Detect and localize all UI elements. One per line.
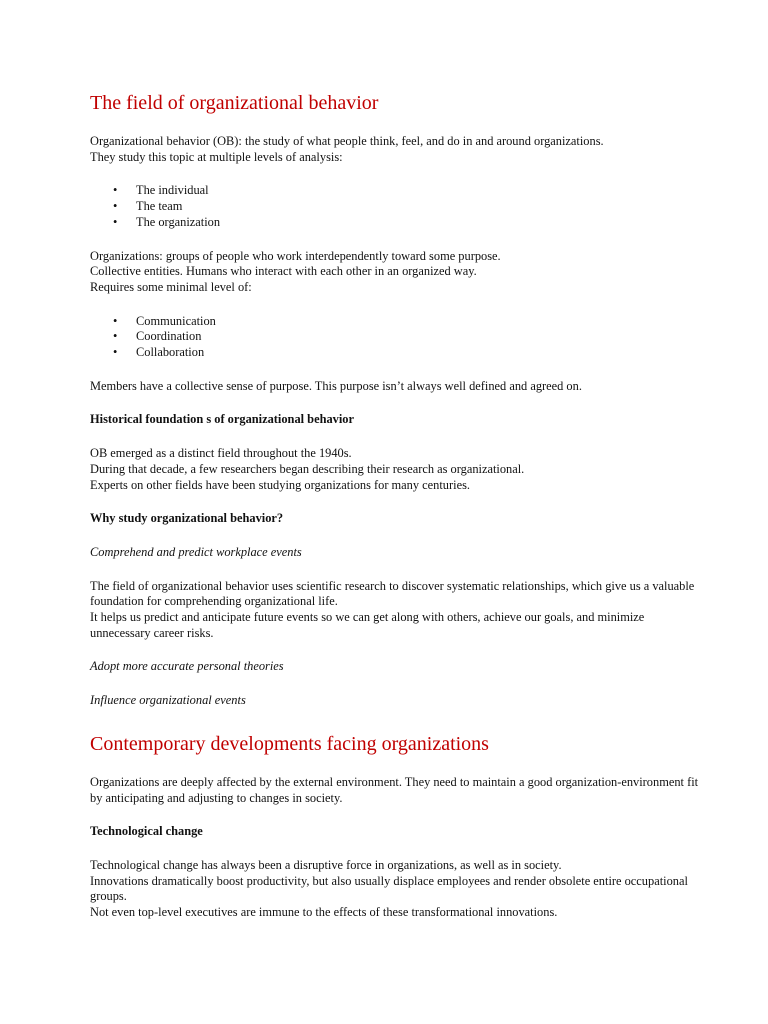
text-line: They study this topic at multiple levels of analysis:: [90, 149, 343, 164]
requirements-list: [90, 314, 700, 361]
text-line: During that decade, a few researchers began describing their research as organizational.: [90, 461, 525, 476]
section-title-ob: The field of organizational behavior: [90, 92, 379, 114]
document-body: [90, 90, 700, 939]
why-subheading-influence: Influence organizational events: [90, 693, 246, 708]
historical-heading: Historical foundation s of organizational behavior: [90, 412, 354, 427]
purpose-paragraph: Members have a collective sense of purpose. This purpose isn’t always well defined and agreed on.: [90, 378, 582, 393]
ob-definition-paragraph: [90, 134, 700, 165]
list-item: • The team: [90, 199, 700, 215]
list-item: • Collaboration: [90, 345, 700, 361]
text-line: It helps us predict and anticipate future events so we can get along with others, achieve our goals, and minimize unnecessary career risks.: [90, 610, 645, 640]
section-title-contemporary: Contemporary developments facing organizations: [90, 732, 489, 755]
organizations-paragraph: [90, 249, 700, 296]
list-item: • The organization: [90, 215, 700, 231]
text-line: Technological change has always been a disruptive force in organizations, as well as in society.: [90, 857, 562, 872]
environment-paragraph: Organizations are deeply affected by the external environment. They need to maintain a good organization-environment fit by anticipating and adjusting to changes in society.: [90, 774, 699, 805]
tech-change-heading: Technological change: [90, 824, 203, 839]
why-subheading-comprehend: Comprehend and predict workplace events: [90, 544, 302, 559]
list-item: • Communication: [90, 314, 700, 330]
text-line: Innovations dramatically boost productivity, but also usually displace employees and render obsolete entire occupational groups.: [90, 873, 688, 904]
text-line: Requires some minimal level of:: [90, 279, 252, 294]
text-line: The field of organizational behavior uses scientific research to discover systematic relationships, which give us a valuable foundation for comprehending organizational life.: [90, 578, 695, 609]
text-line: OB emerged as a distinct field throughout the 1940s.: [90, 446, 352, 461]
text-line: Not even top-level executives are immune to the effects of these transformational innovations.: [90, 905, 558, 920]
text-line: Experts on other fields have been studying organizations for many centuries.: [90, 477, 470, 492]
levels-list: [90, 183, 700, 230]
list-item: • The individual: [90, 183, 700, 199]
list-item: • Coordination: [90, 329, 700, 345]
why-study-heading: Why study organizational behavior?: [90, 511, 284, 526]
text-line: Organizational behavior (OB): the study of what people think, feel, and do in and around organizations.: [90, 134, 604, 148]
why-subheading-theories: Adopt more accurate personal theories: [90, 659, 284, 674]
text-line: Collective entities. Humans who interact with each other in an organized way.: [90, 264, 477, 279]
historical-paragraph: [90, 446, 700, 493]
text-line: Organizations: groups of people who work interdependently toward some purpose.: [90, 248, 501, 263]
tech-change-paragraph: [90, 858, 700, 921]
why-paragraph: [90, 579, 700, 642]
